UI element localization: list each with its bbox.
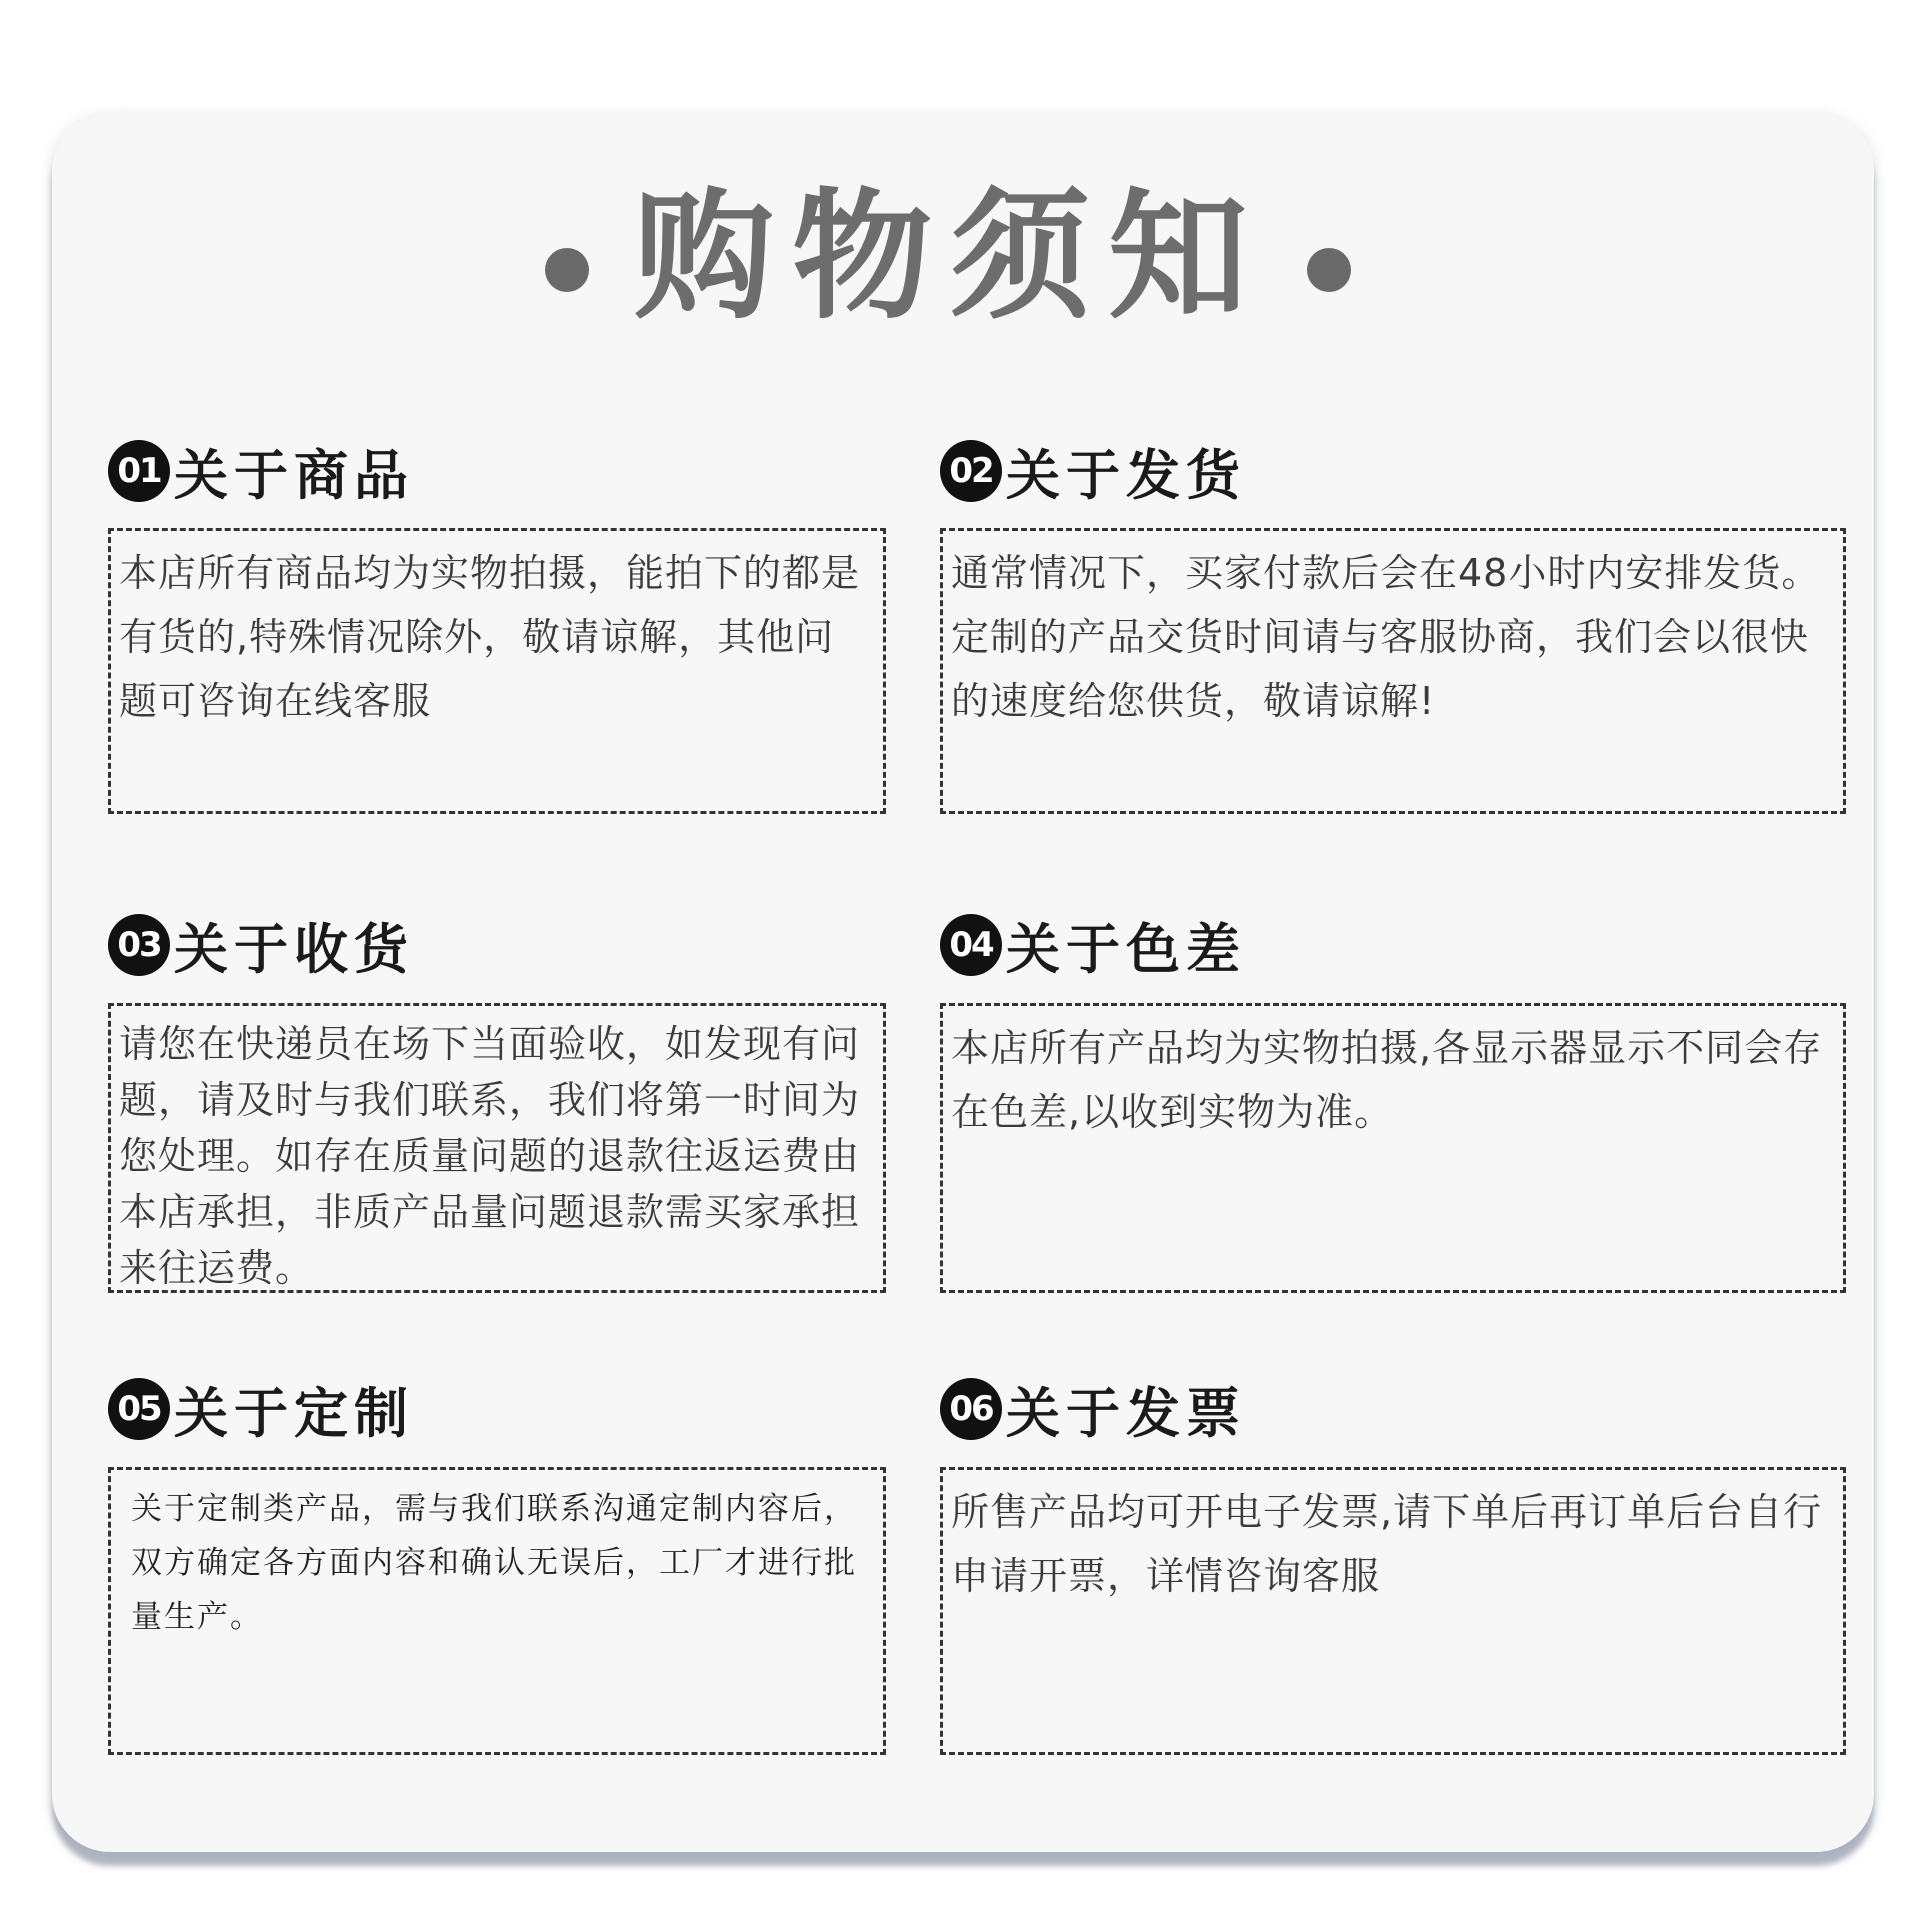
section-box-color-difference (940, 1003, 1846, 1293)
section-text: 关于定制类产品，需与我们联系沟通定制内容后，双方确定各方面内容和确认无误后，工厂才进行批量生产。 (131, 1491, 857, 1635)
title-dot-right (1307, 248, 1351, 292)
section-title: 关于发票 (1006, 1381, 1246, 1445)
section-box-customization (108, 1467, 886, 1755)
section-header-customization (108, 1376, 414, 1445)
section-title: 关于定制 (174, 1381, 414, 1445)
section-header-invoice (940, 1376, 1246, 1445)
section-number-badge: 02 (940, 440, 1002, 502)
page-title: 购物须知 (633, 176, 1266, 339)
section-box-receiving (108, 1003, 886, 1293)
section-number-badge: 05 (108, 1378, 170, 1440)
section-text: 所售产品均可开电子发票,请下单后再订单后台自行申请开票，详情咨询客服 (951, 1490, 1823, 1598)
title-dot-left (545, 248, 589, 292)
section-text: 本店所有商品均为实物拍摄，能拍下的都是有货的,特殊情况除外，敬请谅解，其他问题可咨询在线客服 (119, 551, 861, 723)
section-number-badge: 04 (940, 914, 1002, 976)
section-box-invoice (940, 1467, 1846, 1755)
section-number-badge: 06 (940, 1378, 1002, 1440)
section-text: 通常情况下，买家付款后会在48小时内安排发货。定制的产品交货时间请与客服协商，我们会以很快的速度给您供货，敬请谅解! (951, 551, 1821, 723)
section-box-products (108, 528, 886, 814)
section-box-shipping (940, 528, 1846, 814)
section-title: 关于收货 (174, 917, 414, 981)
section-number-badge: 01 (108, 440, 170, 502)
section-header-color-difference (940, 912, 1246, 981)
section-header-products (108, 438, 414, 507)
section-title: 关于色差 (1006, 917, 1246, 981)
section-text: 本店所有产品均为实物拍摄,各显示器显示不同会存在色差,以收到实物为准。 (951, 1026, 1823, 1134)
section-header-shipping (940, 438, 1246, 507)
section-title: 关于商品 (174, 443, 414, 507)
section-title: 关于发货 (1006, 443, 1246, 507)
section-header-receiving (108, 912, 414, 981)
section-text: 请您在快递员在场下当面验收，如发现有问题，请及时与我们联系，我们将第一时间为您处理。如存在质量问题的退款往返运费由本店承担，非质产品量问题退款需买家承担来往运费。 (119, 1022, 861, 1290)
section-number-badge: 03 (108, 914, 170, 976)
